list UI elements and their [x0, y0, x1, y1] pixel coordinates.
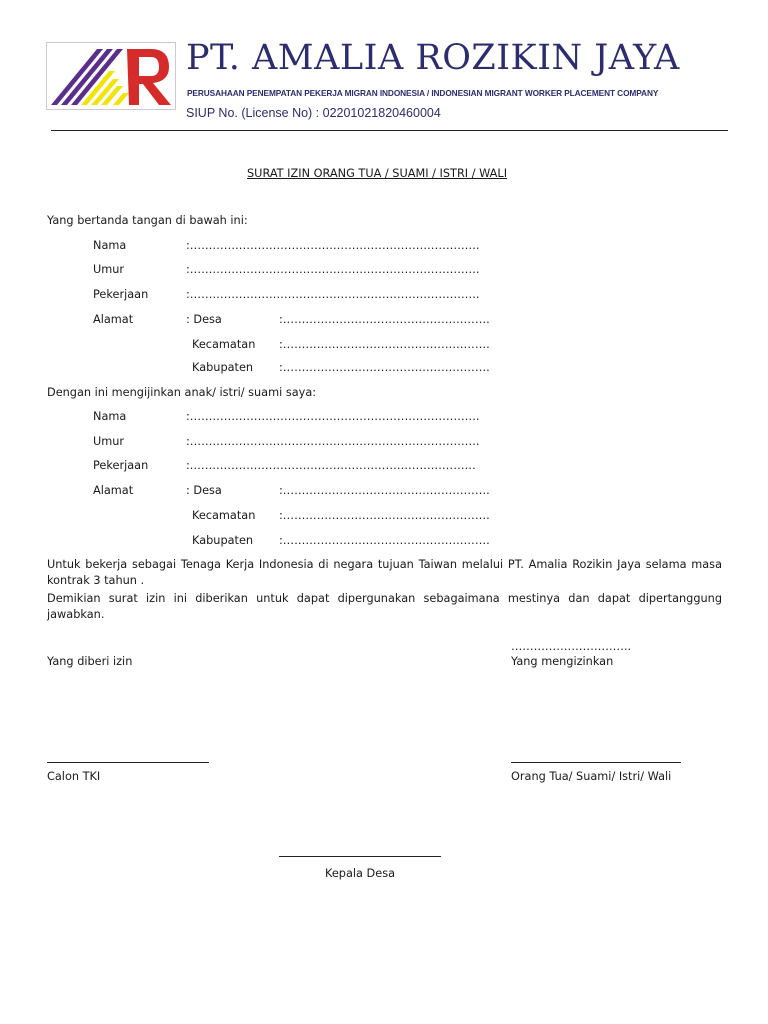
section2-intro: Dengan ini mengijinkan anak/ istri/ suami saya:	[47, 386, 317, 399]
company-description: PERUSAHAAN PENEMPATAN PEKERJA MIGRAN INDONESIA / INDONESIAN MIGRANT WORKER PLACEMENT COMPANY	[187, 88, 659, 98]
center-signer-name: Kepala Desa	[325, 867, 395, 880]
s2-kecamatan-field: :……………………………………………….	[279, 509, 490, 522]
s1-umur-label: Umur	[93, 263, 125, 276]
s2-umur-label: Umur	[93, 435, 125, 448]
s2-nama-label: Nama	[93, 410, 127, 423]
s1-kecamatan-field: :……………………………………………….	[279, 338, 490, 351]
s2-kabupaten-field: :……………………………………………….	[279, 534, 490, 547]
s1-nama-field: :…………………………………………………………………..	[186, 239, 480, 252]
document-title: SURAT IZIN ORANG TUA / SUAMI / ISTRI / WALI	[247, 167, 508, 180]
s2-kecamatan-label: Kecamatan	[192, 509, 256, 522]
s2-pekerjaan-field: :.…………………………………………………………………	[186, 459, 476, 472]
s1-alamat-label: Alamat	[93, 313, 134, 326]
date-placeholder: …………………………..	[511, 640, 632, 653]
s1-kecamatan-label: Kecamatan	[192, 338, 256, 351]
s2-nama-field: :…………………………………………………………………..	[186, 410, 480, 423]
s2-alamat-label: Alamat	[93, 484, 134, 497]
company-name: PT. AMALIA ROZIKIN JAYA	[186, 38, 680, 78]
s1-pekerjaan-field: :…………………………………………………………………..	[186, 288, 480, 301]
right-signature-line	[511, 762, 681, 763]
paragraph-closing: Demikian surat izin ini diberikan untuk dapat dipergunakan sebagaimana mestinya dan dapat dipertanggung jawabkan.	[47, 592, 722, 621]
s1-desa-field: :……………………………………………….	[279, 313, 490, 326]
logo-mark-icon	[47, 43, 175, 109]
left-signature-line	[47, 762, 209, 763]
section1-intro: Yang bertanda tangan di bawah ini:	[47, 214, 248, 227]
left-signer-name: Calon TKI	[47, 770, 101, 783]
s2-kabupaten-label: Kabupaten	[192, 534, 254, 547]
right-signature-caption: Yang mengizinkan	[511, 655, 614, 668]
center-signature-line	[279, 856, 441, 857]
s1-nama-label: Nama	[93, 239, 127, 252]
left-signature-caption: Yang diberi izin	[47, 655, 133, 668]
header-divider	[51, 130, 728, 131]
s1-kabupaten-label: Kabupaten	[192, 361, 254, 374]
right-signer-name: Orang Tua/ Suami/ Istri/ Wali	[511, 770, 672, 783]
s2-umur-field: :…………………………………………………………………..	[186, 435, 480, 448]
s2-pekerjaan-label: Pekerjaan	[93, 459, 149, 472]
license-number: SIUP No. (License No) : 02201021820460004	[186, 106, 441, 120]
s1-desa-label: : Desa	[186, 313, 222, 326]
s2-desa-label: : Desa	[186, 484, 222, 497]
company-logo	[46, 42, 176, 110]
s2-desa-field: :……………………………………………….	[279, 484, 490, 497]
s1-kabupaten-field: :……………………………………………….	[279, 361, 490, 374]
s1-pekerjaan-label: Pekerjaan	[93, 288, 149, 301]
s1-umur-field: :…………………………………………………………………..	[186, 263, 480, 276]
paragraph-purpose: Untuk bekerja sebagai Tenaga Kerja Indonesia di negara tujuan Taiwan melalui PT. Amalia Rozikin Jaya selama masa kontrak 3 tahun .	[47, 558, 722, 587]
